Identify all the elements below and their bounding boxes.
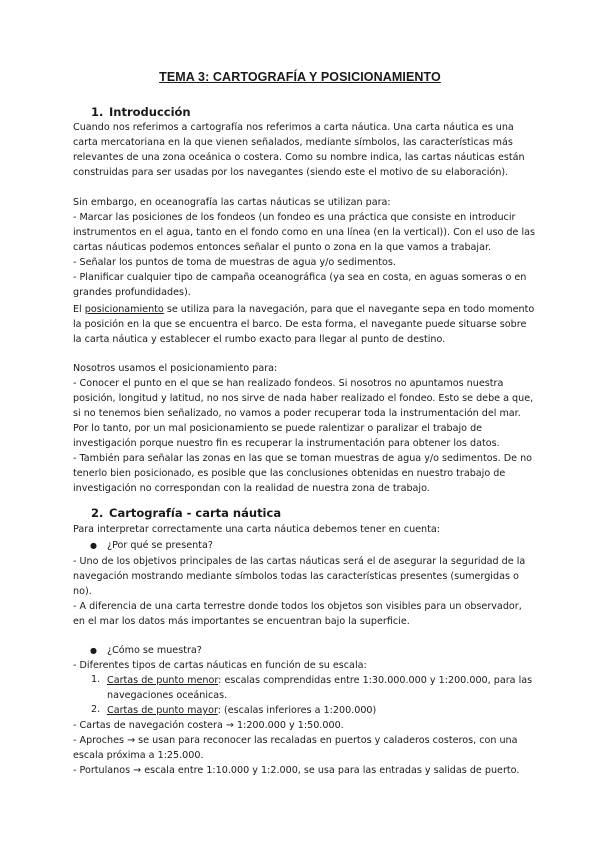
- paragraph-line: escala próxima a 1:25.000.: [73, 750, 204, 761]
- bullet-icon: ●: [90, 646, 97, 655]
- paragraph-line: - Cartas de navegación costera → 1:200.000 y 1:50.000.: [73, 720, 344, 731]
- paragraph-line: Cuando nos referimos a cartografía nos referimos a carta náutica. Una carta náutica es una: [73, 122, 514, 133]
- positioning-line: [73, 303, 534, 316]
- section-1-heading: [91, 105, 191, 119]
- section-2-heading: [91, 506, 281, 520]
- paragraph-line: - También para señalar las zonas en las que se toman muestras de agua y/o sedimentos. De no: [73, 453, 533, 464]
- paragraph-line: en el mar los datos más importantes se encuentran bajo la superficie.: [73, 616, 410, 627]
- bullet-item: ¿Por qué se presenta?: [107, 540, 213, 551]
- ol-item-continued: navegaciones oceánicas.: [107, 690, 228, 701]
- paragraph-line: investigación porque nuestro fin es recuperar la instrumentación para obtener los datos.: [73, 438, 500, 449]
- paragraph-line: - Señalar los puntos de toma de muestras de agua y/o sedimentos.: [73, 257, 396, 268]
- page-title: TEMA 3: CARTOGRAFÍA Y POSICIONAMIENTO: [159, 70, 441, 84]
- paragraph-line: Por lo tanto, por un mal posicionamiento se puede ralentizar o paralizar el trabajo de: [73, 423, 483, 434]
- ol-number: 2.: [91, 704, 101, 715]
- pos-prefix: El: [73, 304, 85, 315]
- paragraph-line: - Planificar cualquier tipo de campaña oceanográfica (ya sea en costa, en aguas someras o en: [73, 272, 527, 283]
- bullet-icon: ●: [90, 541, 97, 550]
- paragraph-line: carta mercatoriana en la que vienen señalados, mediante símbolos, las características más: [73, 137, 513, 148]
- paragraph-line: la posición en la que se encuentra el barco. De esta forma, el navegante puede situarse sobre: [73, 319, 527, 330]
- paragraph-line: - A diferencia de una carta terrestre donde todos los objetos son visibles para un observador,: [73, 601, 522, 612]
- paragraph-line: - Aproches → se usan para reconocer las recaladas en puertos y caladeros costeros, con una: [73, 735, 518, 746]
- ol-text: : (escalas inferiores a 1:200.000): [217, 705, 377, 716]
- section-2-title: Cartografía - carta náutica: [109, 506, 282, 520]
- ol-item: [107, 674, 532, 687]
- paragraph-line: Para interpretar correctamente una carta náutica debemos tener en cuenta:: [73, 524, 441, 535]
- pos-rest: se utiliza para la navegación, para que el navegante sepa en todo momento: [163, 304, 535, 315]
- paragraph-line: si no tenemos bien señalizado, no vamos a poder recuperar toda la instrumentación del mar.: [73, 408, 521, 419]
- paragraph-line: investigación no correspondan con la realidad de nuestra zona de trabajo.: [73, 483, 430, 494]
- section-2-number: 2.: [91, 506, 104, 520]
- paragraph-line: - Diferentes tipos de cartas náuticas en función de su escala:: [73, 660, 367, 671]
- bullet-item: ¿Cómo se muestra?: [107, 645, 202, 656]
- section-1-number: 1.: [91, 105, 104, 119]
- ol-term: Cartas de punto mayor: [107, 705, 218, 716]
- paragraph-line: - Portulanos → escala entre 1:10.000 y 1:2.000, se usa para las entradas y salidas de puerto.: [73, 765, 520, 776]
- paragraph-line: posición, longitud y latitud, no nos sirve de nada haber realizado el fondeo. Esto se debe a que,: [73, 393, 534, 404]
- paragraph-line: cartas náuticas podemos entonces señalar el punto o zona en la que vamos a trabajar.: [73, 242, 492, 253]
- paragraph-line: navegación mostrando mediante símbolos todas las características presentes (sumergidas o: [73, 571, 519, 582]
- paragraph-line: construidas para ser usadas por los navegantes (siendo este el motivo de su elaboración).: [73, 167, 509, 178]
- ol-term: Cartas de punto menor: [107, 675, 219, 686]
- paragraph-line: - Marcar las posiciones de los fondeos (un fondeo es una práctica que consiste en introducir: [73, 212, 516, 223]
- paragraph-line: la carta náutica y establecer el rumbo exacto para llegar al punto de destino.: [73, 334, 446, 345]
- paragraph-line: Nosotros usamos el posicionamiento para:: [73, 363, 278, 374]
- ol-text: : escalas comprendidas entre 1:30.000.000 y 1:200.000, para las: [218, 675, 533, 686]
- paragraph-line: - Uno de los objetivos principales de las cartas náuticas será el de asegurar la seguridad de la: [73, 556, 526, 567]
- positioning-term: posicionamiento: [84, 304, 164, 315]
- paragraph-line: - Conocer el punto en el que se han realizado fondeos. Si nosotros no apuntamos nuestra: [73, 378, 504, 389]
- paragraph-line: grandes profundidades).: [73, 287, 191, 298]
- paragraph-line: no).: [73, 586, 92, 597]
- paragraph-line: tenerlo bien posicionado, es posible que las conclusiones obtenidas en nuestro trabajo de: [73, 468, 506, 479]
- ol-item: [107, 704, 376, 717]
- section-1-title: Introducción: [109, 105, 191, 119]
- paragraph-line: Sin embargo, en oceanografía las cartas náuticas se utilizan para:: [73, 197, 391, 208]
- paragraph-line: relevantes de una zona oceánica o costera. Como su nombre indica, las cartas náuticas están: [73, 152, 525, 163]
- ol-number: 1.: [91, 674, 101, 685]
- paragraph-line: instrumentos en el agua, tanto en el fondo como en una línea (en la vertical)). Con el uso de las: [73, 227, 535, 238]
